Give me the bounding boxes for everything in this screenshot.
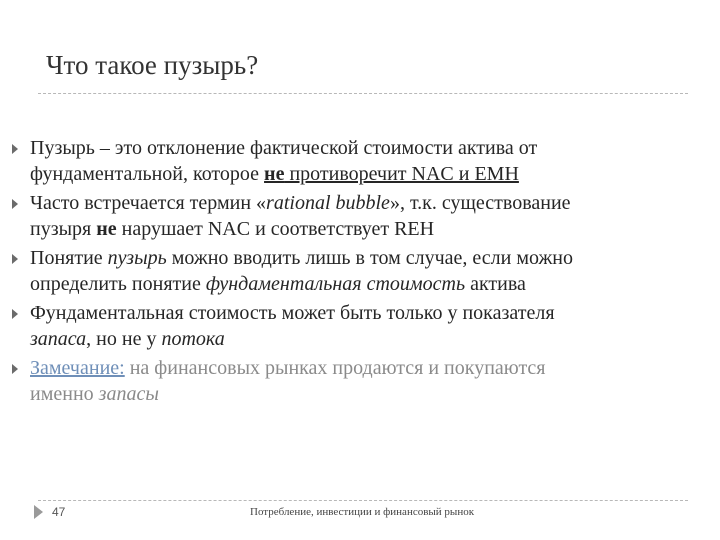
bullet-4-italic-1: запаса <box>30 328 87 350</box>
bullet-2-bold: не <box>96 218 117 240</box>
bullet-item-5 <box>12 355 702 407</box>
bullet-2-italic: rational bubble <box>266 192 390 214</box>
note-link[interactable]: Замечание: <box>30 357 125 379</box>
bullet-item-2 <box>12 190 702 242</box>
bullet-1-line-1: Пузырь – это отклонение фактической стоимости актива от <box>30 137 538 159</box>
bullet-arrow-icon <box>12 364 18 374</box>
bullet-5-italic: запасы <box>98 383 159 405</box>
page-number: 47 <box>52 505 66 519</box>
bullet-list <box>12 135 702 410</box>
bullet-3-italic-1: пузырь <box>107 247 167 269</box>
bullet-5-line-2a: именно <box>30 383 99 405</box>
slide-title: Что такое пузырь? <box>46 50 259 80</box>
bullet-3-line-2a: определить понятие <box>30 273 206 295</box>
bullet-arrow-icon <box>12 254 18 264</box>
bullet-2-line-2b: нарушает NAC и соответствует REH <box>116 218 435 240</box>
bullet-arrow-icon <box>12 199 18 209</box>
bullet-arrow-icon <box>12 144 18 154</box>
bullet-2-line-2a: пузыря <box>30 218 97 240</box>
bullet-1-underlined: противоречит NAC и EMH <box>284 163 519 185</box>
footer-divider <box>38 500 688 501</box>
bullet-item-4 <box>12 300 702 352</box>
bullet-2-line-1a: Часто встречается термин « <box>30 192 267 214</box>
footer-text: Потребление, инвестиции и финансовый рынок <box>250 506 475 518</box>
title-divider <box>38 93 688 94</box>
bullet-item-1 <box>12 135 702 187</box>
bullet-3-line-1b: можно вводить лишь в том случае, если можно <box>166 247 574 269</box>
bullet-1-bold: не <box>264 163 285 185</box>
bullet-3-italic-2: фундаментальная стоимость <box>205 273 466 295</box>
bullet-4-italic-2: потока <box>161 328 225 350</box>
bullet-1-line-2a: фундаментальной, которое <box>30 163 265 185</box>
bullet-3-line-2b: актива <box>465 273 526 295</box>
page-arrow-icon <box>34 505 43 519</box>
bullet-5-line-1b: на финансовых рынках продаются и покупаются <box>124 357 546 379</box>
bullet-4-line-1: Фундаментальная стоимость может быть только у показателя <box>30 302 555 324</box>
bullet-item-3 <box>12 245 702 297</box>
bullet-arrow-icon <box>12 309 18 319</box>
bullet-2-line-1b: », т.к. существование <box>389 192 571 214</box>
bullet-3-line-1a: Понятие <box>30 247 108 269</box>
bullet-4-line-2a: , но не у <box>86 328 162 350</box>
